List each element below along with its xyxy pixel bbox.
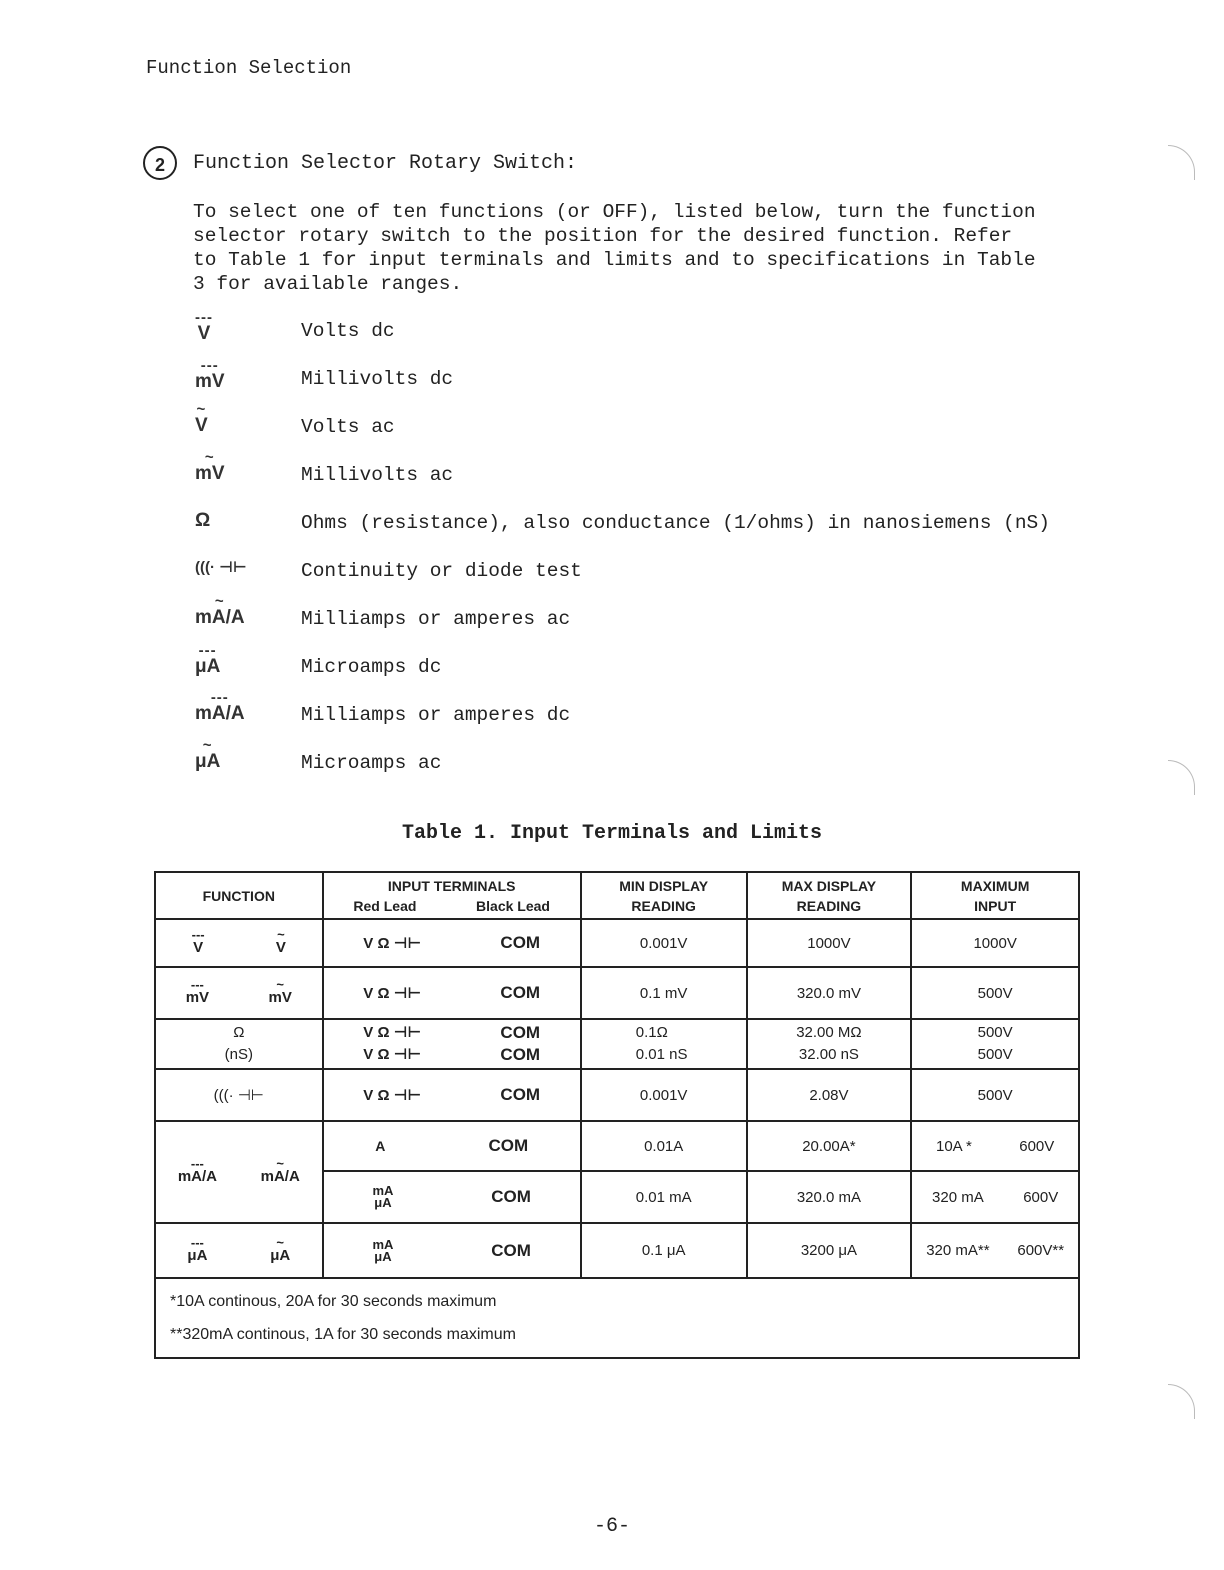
function-description: Microamps ac: [301, 752, 442, 774]
function-description: Volts ac: [301, 416, 395, 438]
function-symbol: (((· ⊣⊢: [195, 559, 247, 576]
table-row: [155, 1223, 1079, 1278]
function-symbol: Ω: [195, 510, 211, 531]
function-symbol: --- V: [195, 309, 213, 344]
terminals-cell: V Ω ⊣⊢ COM: [323, 967, 581, 1019]
function-description: Millivolts dc: [301, 368, 454, 390]
col-header-max-display: MAX DISPLAY READING: [747, 872, 912, 919]
table-row: [155, 919, 1079, 967]
section-number-badge: 2: [143, 146, 177, 180]
max-input-cell: 320 mA** 600V**: [911, 1223, 1079, 1278]
black-lead-label: Black Lead: [476, 897, 550, 914]
terminals-cell: V Ω ⊣⊢ V Ω ⊣⊢ COM COM: [323, 1019, 581, 1069]
table-row: [155, 1121, 1079, 1171]
terminals-cell: V Ω ⊣⊢ COM: [323, 1069, 581, 1121]
function-symbol: ~ mA/A: [195, 593, 245, 628]
min-display-cell: 0.1 mV: [581, 967, 747, 1019]
max-display-cell: 320.0 mA: [747, 1171, 912, 1223]
terminals-cell: A COM: [323, 1121, 581, 1171]
footnote: **320mA continous, 1A for 30 seconds maximum: [170, 1326, 516, 1343]
function-symbol: --- mA/A: [195, 689, 245, 724]
table-row: [155, 1019, 1079, 1069]
function-symbol: --- mV: [195, 357, 225, 392]
min-display-cell: 0.1Ω 0.01 nS: [581, 1019, 747, 1069]
table-footnotes-row: [155, 1278, 1079, 1358]
col-header-input-terminals: [323, 872, 581, 919]
function-description: Ohms (resistance), also conductance (1/ohms) in nanosiemens (nS): [301, 512, 1050, 534]
function-description: Milliamps or amperes dc: [301, 704, 571, 726]
terminals-cell: mA μA COM: [323, 1171, 581, 1223]
function-description: Volts dc: [301, 320, 395, 342]
col-header-max-input: MAXIMUM INPUT: [911, 872, 1079, 919]
page-header: Function Selection: [146, 57, 352, 79]
col-header-function: FUNCTION: [155, 872, 323, 919]
input-terminals-label: INPUT TERMINALS: [387, 877, 516, 894]
function-symbol: ~ mV: [195, 449, 225, 484]
function-cell: --- μA ~ μA: [155, 1223, 323, 1278]
function-description: Continuity or diode test: [301, 560, 582, 582]
function-description: Microamps dc: [301, 656, 442, 678]
table-row: [155, 1069, 1079, 1121]
scan-mark: [1168, 145, 1195, 180]
terminals-cell: mA μA COM: [323, 1223, 581, 1278]
max-display-cell: 1000V: [747, 919, 912, 967]
function-symbol: --- μA: [195, 642, 221, 677]
footnotes-cell: [155, 1278, 1079, 1358]
max-display-cell: 3200 μA: [747, 1223, 912, 1278]
input-terminals-table: [154, 871, 1080, 1359]
function-cell: (((· ⊣⊢: [155, 1069, 323, 1121]
max-input-cell: 500V 500V: [911, 1019, 1079, 1069]
function-description: Milliamps or amperes ac: [301, 608, 571, 630]
col-header-min-display: MIN DISPLAY READING: [581, 872, 747, 919]
max-input-cell: 10A * 600V: [911, 1121, 1079, 1171]
terminals-cell: V Ω ⊣⊢ COM: [323, 919, 581, 967]
max-display-cell: 320.0 mV: [747, 967, 912, 1019]
scan-mark: [1168, 760, 1195, 795]
scan-mark: [1168, 1384, 1195, 1419]
min-display-cell: 0.01A: [581, 1121, 747, 1171]
section-title: Function Selector Rotary Switch:: [193, 152, 578, 175]
max-input-cell: 500V: [911, 967, 1079, 1019]
function-cell: Ω (nS): [155, 1019, 323, 1069]
function-cell: --- mV ~ mV: [155, 967, 323, 1019]
table-title: Table 1. Input Terminals and Limits: [401, 822, 823, 845]
max-display-cell: 2.08V: [747, 1069, 912, 1121]
red-lead-label: Red Lead: [353, 897, 417, 914]
function-cell: --- V ~ V: [155, 919, 323, 967]
max-display-cell: 32.00 MΩ 32.00 nS: [747, 1019, 912, 1069]
min-display-cell: 0.01 mA: [581, 1171, 747, 1223]
min-display-cell: 0.001V: [581, 1069, 747, 1121]
function-cell: --- mA/A ~ mA/A: [155, 1121, 323, 1223]
page-number: -6-: [593, 1515, 630, 1538]
max-input-cell: 1000V: [911, 919, 1079, 967]
max-input-cell: 320 mA 600V: [911, 1171, 1079, 1223]
max-display-cell: 20.00A*: [747, 1121, 912, 1171]
footnote: *10A continous, 20A for 30 seconds maximum: [170, 1293, 497, 1310]
function-description: Millivolts ac: [301, 464, 454, 486]
table-row: [155, 967, 1079, 1019]
function-symbol: ~ μA: [195, 737, 221, 772]
min-display-cell: 0.001V: [581, 919, 747, 967]
intro-paragraph: To select one of ten functions (or OFF), listed below, turn the function selector rotary switch to the position for the desired function. Refer to Table 1 for input terminals and limits and to specifications in Table 3 for available ranges.: [193, 201, 1036, 295]
table-header-row: [155, 872, 1079, 919]
min-display-cell: 0.1 μA: [581, 1223, 747, 1278]
function-symbol: ~ V: [195, 401, 208, 436]
max-input-cell: 500V: [911, 1069, 1079, 1121]
